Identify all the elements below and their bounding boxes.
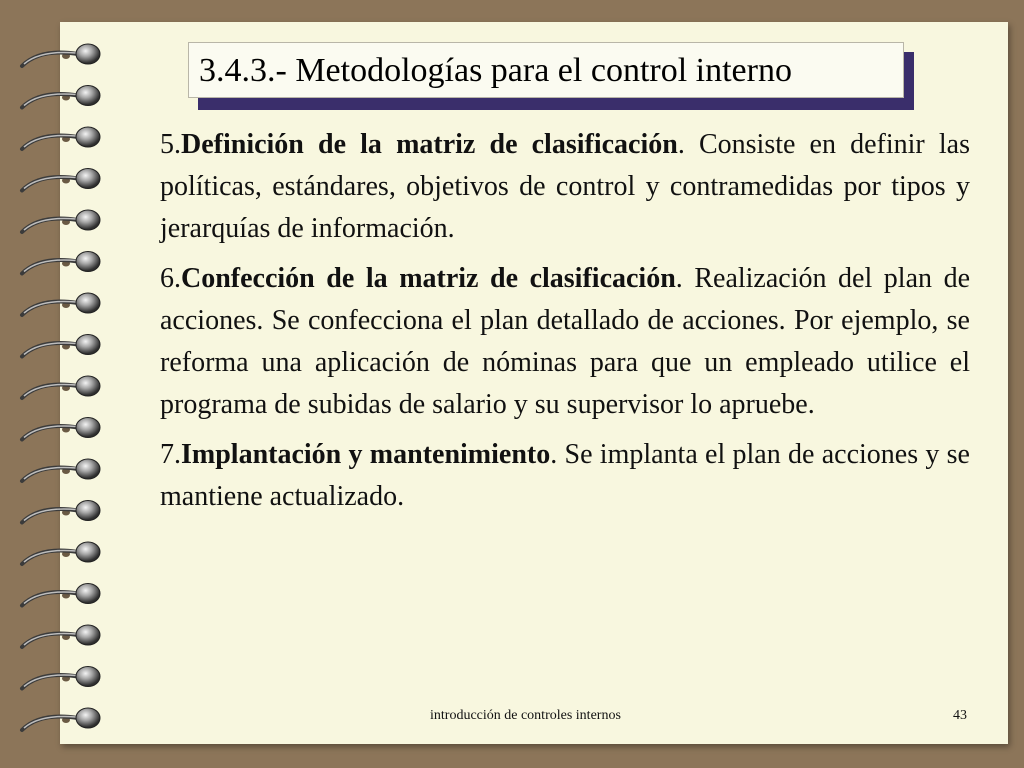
binding-ring-icon [22, 501, 100, 523]
item-text: . Se implanta el plan de acciones y se mantiene actualizado. [160, 439, 970, 512]
item-number: 7. [160, 439, 181, 470]
binding-ring-icon [22, 459, 100, 481]
binding-ring-icon [22, 169, 100, 191]
slide-content [160, 124, 970, 526]
item-number: 6. [160, 263, 181, 294]
binding-ring-icon [22, 127, 100, 149]
binding-ring-icon [22, 252, 100, 274]
list-item [160, 124, 970, 250]
binding-ring-icon [22, 625, 100, 647]
item-heading: Definición de la matriz de clasificación [181, 129, 678, 160]
binding-ring-icon [22, 86, 100, 108]
binding-ring-icon [22, 293, 100, 315]
binding-ring-icon [22, 708, 100, 730]
item-number: 5. [160, 129, 181, 160]
title-container [188, 42, 904, 98]
list-item [160, 258, 970, 426]
binding-ring-icon [22, 418, 100, 440]
binding-ring-icon [22, 667, 100, 689]
binding-ring-icon [22, 335, 100, 357]
binding-ring-icon [22, 44, 100, 66]
slide-title: 3.4.3.- Metodologías para el control interno [188, 42, 904, 98]
binding-ring-icon [22, 376, 100, 398]
spiral-binding-icon [0, 0, 110, 768]
binding-ring-icon [22, 542, 100, 564]
page-number: 43 [953, 708, 967, 723]
binding-ring-icon [22, 584, 100, 606]
item-heading: Implantación y mantenimiento [181, 439, 551, 470]
item-text: . Realización del plan de acciones. Se confecciona el plan detallado de acciones. Por ejemplo, se reforma una aplicación de nóminas para que un empleado utilice el programa de subidas de salario y su supervisor lo apruebe. [160, 263, 970, 420]
binding-ring-icon [22, 210, 100, 232]
item-text: . Consiste en definir las políticas, estándares, objetivos de control y contramedidas por tipos y jerarquías de información. [160, 129, 970, 244]
item-heading: Confección de la matriz de clasificación [181, 263, 676, 294]
list-item [160, 434, 970, 518]
slide-footer: introducción de controles internos [430, 708, 621, 723]
